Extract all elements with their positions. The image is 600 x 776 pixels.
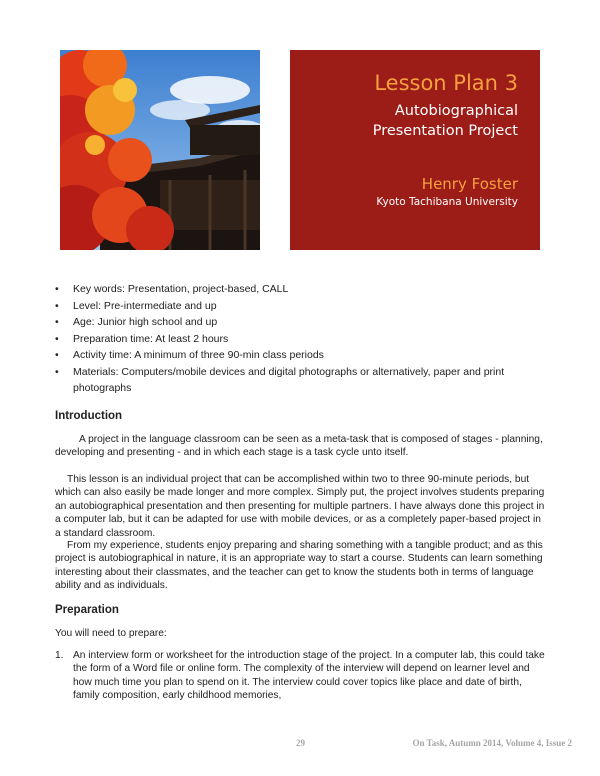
- preparation-list: [55, 649, 545, 703]
- temple-autumn-photo: [60, 50, 260, 250]
- title-box: [290, 50, 540, 250]
- detail-level: • Level: Pre-intermediate and up: [55, 298, 545, 315]
- detail-materials: • Materials: Computers/mobile devices and digital photographs or alternatively, paper and print photographs: [55, 364, 545, 397]
- introduction-paragraph-2: This lesson is an individual project that can be accomplished within two to three 90-minute periods, but which can also easily be made longer and more complex. Simply put, the project involves students preparing an autobiographical presentation and then presenting for multiple partners. I have always done this project in a computer lab, but it can be adapted for use with mobile devices, or as a completely paper-based project in a standard classroom.: [55, 474, 545, 539]
- lesson-subtitle-line-2: Presentation Project: [372, 123, 518, 139]
- detail-preparation-time: • Preparation time: At least 2 hours: [55, 331, 545, 348]
- introduction-heading: Introduction: [55, 410, 123, 422]
- preparation-item-number: 1.: [55, 650, 64, 661]
- author-affiliation: Kyoto Tachibana University: [376, 196, 518, 208]
- introduction-paragraph-1: A project in the language classroom can be seen as a meta-task that is composed of stages - planning, developing and presenting - and in which each stage is a task cycle unto itself.: [55, 434, 543, 459]
- introduction-paragraph-3: From my experience, students enjoy preparing and sharing something with a tangible product; and as this project is autobiographical in nature, it is an appropriate way to start a course. Students can learn something interesting about their classmates, and the teacher can get to know the students both in terms of language ability and as individuals.: [55, 540, 543, 592]
- preparation-heading: Preparation: [55, 604, 119, 616]
- detail-age: • Age: Junior high school and up: [55, 314, 545, 331]
- page-number: 29: [296, 738, 305, 748]
- lesson-subtitle-line-1: Autobiographical: [394, 103, 518, 119]
- header-photo: [60, 50, 260, 250]
- preparation-intro: You will need to prepare:: [55, 628, 167, 639]
- lesson-title: Lesson Plan 3: [374, 71, 518, 95]
- lesson-details-list: [55, 281, 545, 397]
- publication-info: On Task, Autumn 2014, Volume 4, Issue 2: [412, 738, 572, 748]
- detail-keywords: • Key words: Presentation, project-based, CALL: [55, 281, 545, 298]
- detail-activity-time: • Activity time: A minimum of three 90-min class periods: [55, 347, 545, 364]
- preparation-item-text: An interview form or worksheet for the introduction stage of the project. In a computer lab, this could take the form of a Word file or online form. The complexity of the interview will depend on learner level and how much time you plan to spend on it. The interview could cover topics like place and date of birth, family composition, early childhood memories,: [73, 650, 545, 702]
- lesson-subtitle: [290, 101, 518, 141]
- preparation-item: [55, 649, 545, 703]
- author-name: Henry Foster: [421, 175, 518, 193]
